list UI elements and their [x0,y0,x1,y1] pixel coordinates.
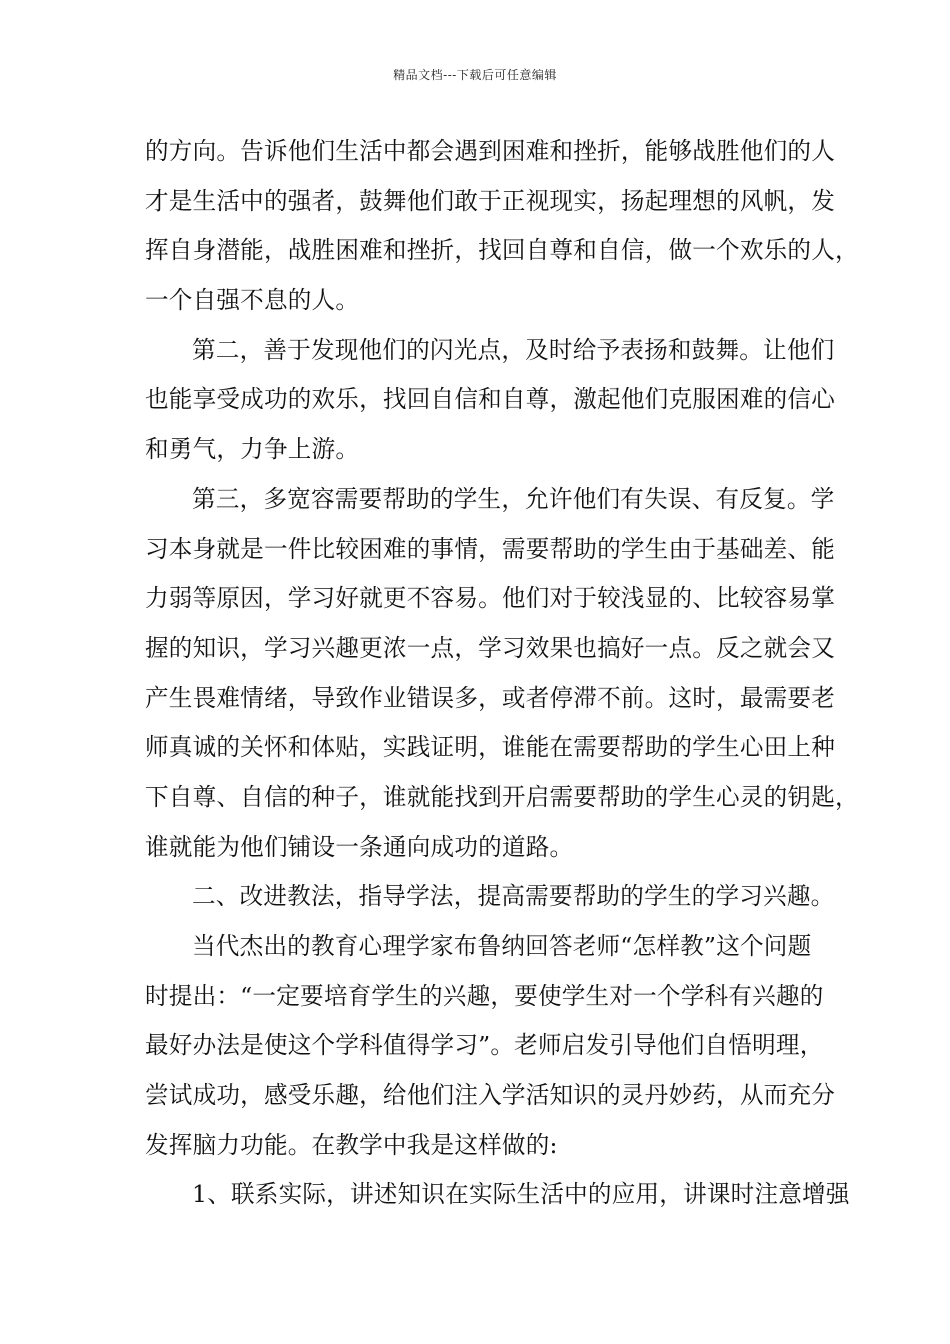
text-line: 下自尊、自信的种子，谁就能找到开启需要帮助的学生心灵的钥匙， [145,782,859,811]
section-heading: 二、改进教法，指导学法，提高需要帮助的学生的学习兴趣。 [192,882,835,911]
paragraph-start-line: 第二，善于发现他们的闪光点，及时给予表扬和鼓舞。让他们 [192,335,835,364]
text-line: 一个自强不息的人。 [145,286,360,315]
paragraph-start-line: 第三，多宽容需要帮助的学生，允许他们有失误、有反复。学 [192,484,835,513]
text-line: 谁就能为他们铺设一条通向成功的道路。 [145,832,574,861]
document-body [145,127,859,1220]
text-line: 最好办法是使这个学科值得学习”。老师启发引导他们自悟明理， [145,1031,824,1060]
text-line: 产生畏难情绪，导致作业错误多，或者停滞不前。这时，最需要老 [145,683,836,712]
text-line: 力弱等原因，学习好就更不容易。他们对于较浅显的、比较容易掌 [145,584,836,613]
text-line: 尝试成功，感受乐趣，给他们注入学活知识的灵丹妙药，从而充分 [145,1081,836,1110]
text-line: 也能享受成功的欢乐，找回自信和自尊，激起他们克服困难的信心 [145,385,836,414]
paragraph-start-line: 当代杰出的教育心理学家布鲁纳回答老师“怎样教”这个问题 [192,932,812,960]
text-line: 习本身就是一件比较困难的事情，需要帮助的学生由于基础差、能 [145,534,836,563]
list-item-line: 1、联系实际，讲述知识在实际生活中的应用，讲课时注意增强 [192,1180,850,1209]
text-line: 才是生活中的强者，鼓舞他们敢于正视现实，扬起理想的风帆，发 [145,186,836,215]
text-line: 和勇气，力争上游。 [145,435,360,464]
page-header: 精品文档---下载后可任意编辑 [393,68,557,82]
text-line: 挥自身潜能，战胜困难和挫折，找回自尊和自信，做一个欢乐的人， [145,236,859,265]
text-line: 时提出：“一定要培育学生的兴趣，要使学生对一个学科有兴趣的 [145,981,824,1010]
text-line: 的方向。告诉他们生活中都会遇到困难和挫折，能够战胜他们的人 [145,137,836,165]
text-line: 发挥脑力功能。在教学中我是这样做的: [145,1130,558,1159]
text-line: 握的知识，学习兴趣更浓一点，学习效果也搞好一点。反之就会又 [145,633,836,662]
text-line: 师真诚的关怀和体贴，实践证明，谁能在需要帮助的学生心田上种 [145,733,836,762]
